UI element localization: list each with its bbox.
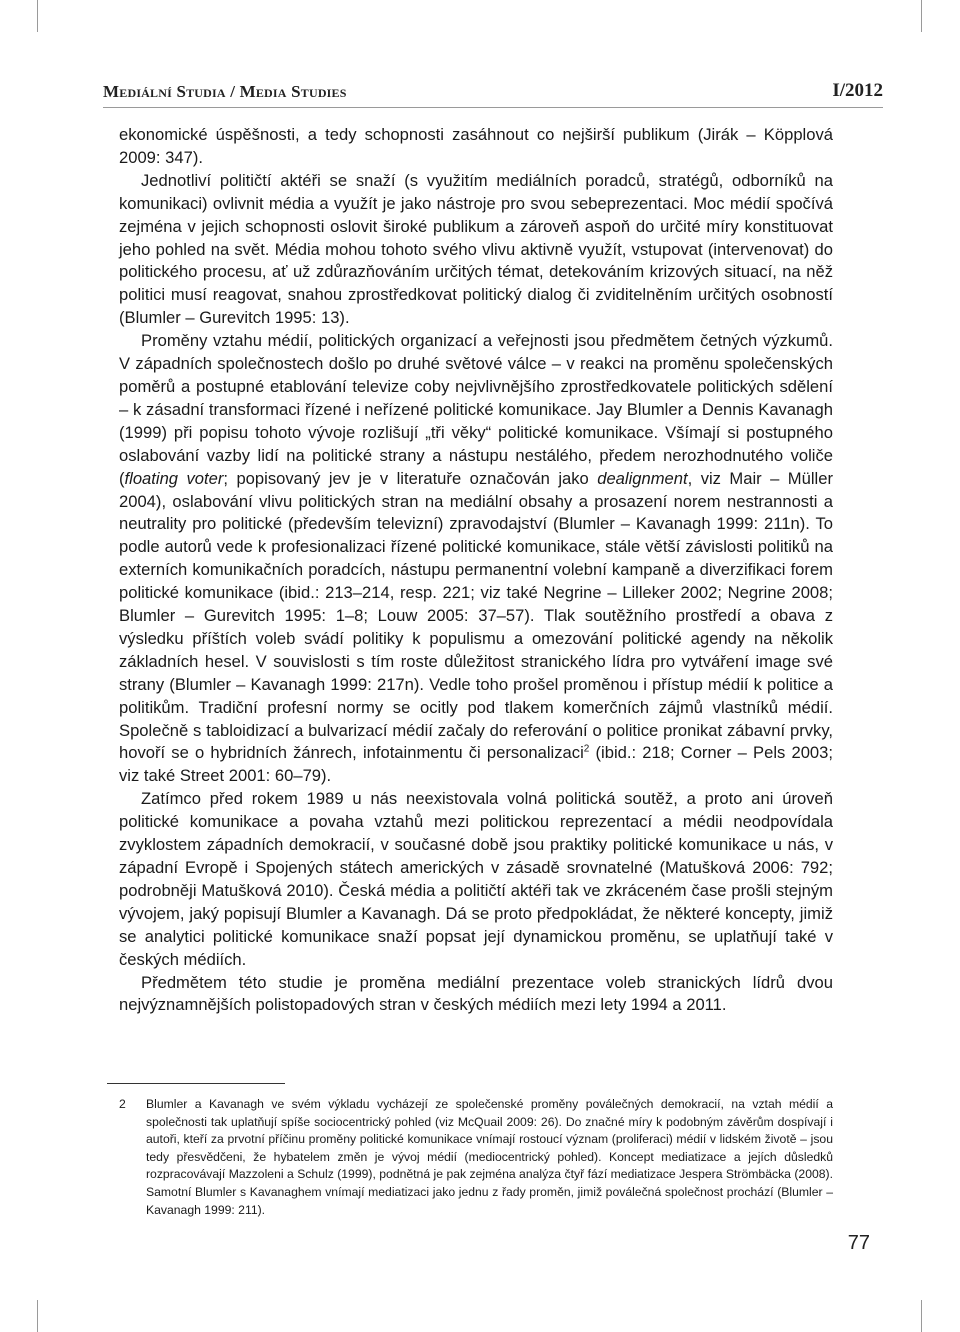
body-text [119,124,833,1017]
crop-mark [921,1300,922,1332]
paragraph: Zatímco před rokem 1989 u nás neexistovala volná politická soutěž, a proto ani úroveň politické komunikace a povaha vztahů mezi politickou reprezentací a médii neodpovídala zvyklostem západních demokracií, v současné době jsou praktiky politické komunikace u nás, v západní Evropě i Spojených státech amerických v zásadě srovnatelné (Matušková 2006: 792; podrobněji Matušková 2010). Česká média a političtí aktéři tak ve zkráceném čase prošli stejným vývojem, jaký popisují Blumler a Kavanagh. Dá se proto předpokládat, že některé koncepty, jimiž se analytici politické komunikace snaží popsat její dynamickou proměnu, se uplatňují také v českých médiích. [119,789,833,969]
text-run: (ibid.: 218; Corner – Pels 2003; viz také Street 2001: 60–79). [119,743,833,786]
footnote [119,1096,833,1219]
journal-title: Mediální Studia / Media Studies [103,82,347,101]
header-rule [103,107,883,108]
page-number: 77 [847,1232,870,1254]
text-run: , viz Mair – Müller 2004), oslabování vlivu politických stran na mediální obsahy a prosazení norem nestrannosti a neutrality pro politické (především televizní) zpravodajství (Blumler – Kavanagh 1999: 211n). To podle autorů vede k profesionalizaci řízené politické komunikace, stále větší závislosti politiků na externích komunikačních poradcích, nástupu permanentní volební kampaně a diverzifikaci forem politické komunikace (ibid.: 213–214, resp. 221; viz také Negrine – Lilleker 2002; Negrine 2008; Blumler – Gurevitch 1995: 1–8; Louw 2005: 37–57). Tlak soutěžního prostředí a obava z výsledku příštích voleb svádí politiky k populismu a omezování politické agendy na několik základních hesel. V souvislosti s tím roste důležitost stranického lídra pro vytváření image své strany (Blumler – Kavanagh 1999: 217n). Vedle toho prošel proměnou i přístup médií k politice a politikům. Tradiční profesní normy se ocitly pod tlakem komerčních zájmů vlastníků médií. Společně s tabloidizací a bulvarizací médií začaly do referování o politice pronikat zábavní prvky, hovoří se o hybridních žánrech, infotainmentu či personalizaci [119,468,833,763]
paragraph [119,330,833,788]
text-run: Proměny vztahu médií, politických organizací a veřejnosti jsou předmětem četných výzkumů. V západních společnostech došlo po druhé světové válce – v reakci na proměnu společenských poměrů a postupné etablování televize coby nejvlivnějšího zprostředkovatele politických sdělení – k zásadní transformaci řízené i neřízené politické komunikace. Jay Blumler a Dennis Kavanagh (1999) při popisu tohoto vývoje rozlišují „tři věky“ politické komunikace. Všímají si postupného oslabování vazby lidí na politické strany a nástupu nestálého, předem nerozhodnutého voliče ( [119,331,833,488]
footnote-number: 2 [119,1097,126,1111]
text-run: ; popisovaný jev je v literatuře označován jako [223,468,598,488]
footnote-rule [107,1083,285,1084]
crop-mark [921,0,922,32]
crop-mark [37,0,38,32]
footnote-text: Blumler a Kavanagh ve svém výkladu vycházejí ze společenské proměny poválečných demokracií, na vztah médií a společnosti tak uplatňují spíše sociocentrický pohled (viz McQuail 2009: 26). Do značné míry k podobným závěrům dospívají i autoři, kteří za prvotní příčinu proměny politické komunikace vnímají rostoucí význam (proliferaci) médií v lidském životě – jsou tedy přesvědčeni, že hybatelem změn je vývoj médií (mediocentrický pohled). Koncept mediatizace a jejích důsledků rozpracovávají Mazzoleni a Schulz (1999), podnětná je pak zejména analýza čtyř fází mediatizace Jespera Strömbäcka (2008). Samotní Blumler s Kavanaghem vnímají mediatizaci jako jednu z řady proměn, jimiž poválečná společnost prochází (Blumler – Kavanagh 1999: 211). [146,1097,833,1217]
running-header [103,80,883,106]
paragraph: ekonomické úspěšnosti, a tedy schopnosti zasáhnout co nejširší publikum (Jirák – Köpplová 2009: 347). [119,125,833,167]
paragraph: Jednotliví političtí aktéři se snaží (s využitím mediálních poradců, stratégů, odborníků na komunikaci) ovlivnit média a využít je jako nástroje pro svou sebeprezentaci. Moc médií spočívá zejména v jejich schopnosti oslovit široké publikum a zároveň aspoň do určité míry konstituovat jeho pohled na svět. Média mohou tohoto svého vlivu aktivně využít, vstupovat (intervenovat) do politického procesu, ať už zdůrazňováním určitých témat, detekováním krizových situací, na něž politici musí reagovat, snahou zprostředkovat politický dialog či zviditelněním určitých osobností (Blumler – Gurevitch 1995: 13). [119,170,833,328]
paragraph: Předmětem této studie je proměna mediální prezentace voleb stranických lídrů dvou nejvýznamnějších polistopadových stran v českých médiích mezi lety 1994 a 2011. [119,972,833,1015]
footnote-ref[interactable]: 2 [583,743,590,755]
italic-term: dealignment [597,468,688,488]
issue-number: I/2012 [832,80,883,101]
italic-term: floating voter [124,468,224,488]
crop-mark [37,1300,38,1332]
